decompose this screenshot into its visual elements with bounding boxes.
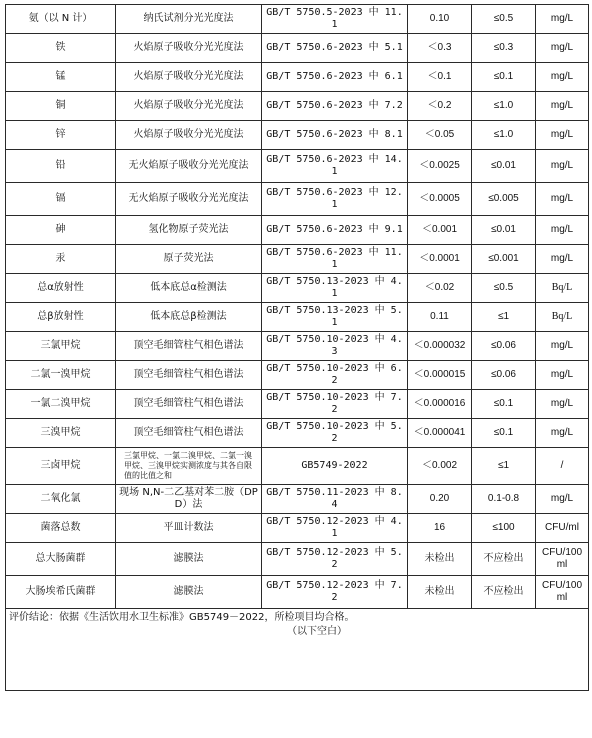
standard-cell: GB/T 5750.6-2023 中 5.1: [262, 34, 408, 63]
result-cell: 未检出: [408, 543, 472, 576]
item-cell: 二氯一溴甲烷: [6, 361, 116, 390]
standard-cell: GB/T 5750.11-2023 中 8.4: [262, 485, 408, 514]
table-row: [6, 543, 589, 576]
standard-cell: GB/T 5750.10-2023 中 4.3: [262, 332, 408, 361]
table-body: [6, 5, 589, 609]
method-cell: 低本底总α检测法: [116, 274, 262, 303]
table-row: [6, 5, 589, 34]
result-cell: ＜0.001: [408, 216, 472, 245]
standard-cell: GB/T 5750.6-2023 中 9.1: [262, 216, 408, 245]
standard-cell: GB/T 5750.12-2023 中 5.2: [262, 543, 408, 576]
result-cell: 0.11: [408, 303, 472, 332]
table-row: [6, 92, 589, 121]
unit-cell: mg/L: [536, 390, 589, 419]
item-cell: 一氯二溴甲烷: [6, 390, 116, 419]
result-cell: 0.20: [408, 485, 472, 514]
item-cell: 总大肠菌群: [6, 543, 116, 576]
result-cell: ＜0.1: [408, 63, 472, 92]
standard-cell: GB/T 5750.13-2023 中 4.1: [262, 274, 408, 303]
unit-cell: mg/L: [536, 183, 589, 216]
method-cell: 氢化物原子荧光法: [116, 216, 262, 245]
standard-cell: GB/T 5750.6-2023 中 11.1: [262, 245, 408, 274]
method-cell: 滤膜法: [116, 576, 262, 609]
unit-cell: mg/L: [536, 150, 589, 183]
method-cell: 低本底总β检测法: [116, 303, 262, 332]
item-cell: 砷: [6, 216, 116, 245]
limit-cell: ≤0.01: [472, 150, 536, 183]
result-cell: ＜0.05: [408, 121, 472, 150]
limit-cell: ≤0.005: [472, 183, 536, 216]
standard-cell: GB/T 5750.6-2023 中 6.1: [262, 63, 408, 92]
limit-cell: ≤0.3: [472, 34, 536, 63]
table-row: [6, 485, 589, 514]
limit-cell: ≤0.1: [472, 419, 536, 448]
limit-cell: ≤0.06: [472, 361, 536, 390]
item-cell: 大肠埃希氏菌群: [6, 576, 116, 609]
table-row: [6, 419, 589, 448]
result-cell: ＜0.000041: [408, 419, 472, 448]
standard-cell: GB/T 5750.10-2023 中 7.2: [262, 390, 408, 419]
result-cell: ＜0.000015: [408, 361, 472, 390]
result-cell: ＜0.002: [408, 448, 472, 485]
table-row: [6, 303, 589, 332]
item-cell: 菌落总数: [6, 514, 116, 543]
table-row: [6, 183, 589, 216]
table-row: [6, 448, 589, 485]
result-cell: ＜0.0001: [408, 245, 472, 274]
result-cell: ＜0.0005: [408, 183, 472, 216]
result-cell: ＜0.000016: [408, 390, 472, 419]
table-row: [6, 34, 589, 63]
item-cell: 三氯甲烷: [6, 332, 116, 361]
method-cell: 三氯甲烷、一氯二溴甲烷、二氯一溴甲烷、三溴甲烷实测浓度与其各自限值的比值之和: [116, 448, 262, 485]
limit-cell: ≤0.5: [472, 5, 536, 34]
table-row: [6, 274, 589, 303]
item-cell: 铁: [6, 34, 116, 63]
table-row: [6, 361, 589, 390]
result-cell: ＜0.0025: [408, 150, 472, 183]
item-cell: 总α放射性: [6, 274, 116, 303]
table-row: [6, 576, 589, 609]
unit-cell: mg/L: [536, 245, 589, 274]
unit-cell: mg/L: [536, 485, 589, 514]
standard-cell: GB/T 5750.10-2023 中 6.2: [262, 361, 408, 390]
method-cell: 顶空毛细管柱气相色谱法: [116, 361, 262, 390]
table-row: [6, 514, 589, 543]
conclusion-text: 评价结论：依据《生活饮用水卫生标准》GB5749－2022，所检项目均合格。: [9, 612, 355, 623]
conclusion-row: [6, 609, 589, 691]
method-cell: 原子荧光法: [116, 245, 262, 274]
method-cell: 顶空毛细管柱气相色谱法: [116, 419, 262, 448]
result-cell: ＜0.2: [408, 92, 472, 121]
item-cell: 铜: [6, 92, 116, 121]
table-row: [6, 390, 589, 419]
item-cell: 镉: [6, 183, 116, 216]
item-cell: 汞: [6, 245, 116, 274]
unit-cell: mg/L: [536, 332, 589, 361]
result-cell: 16: [408, 514, 472, 543]
unit-cell: Bq/L: [536, 274, 589, 303]
standard-cell: GB/T 5750.6-2023 中 8.1: [262, 121, 408, 150]
unit-cell: mg/L: [536, 216, 589, 245]
limit-cell: ≤1.0: [472, 121, 536, 150]
method-cell: 无火焰原子吸收分光光度法: [116, 150, 262, 183]
limit-cell: 不应检出: [472, 576, 536, 609]
conclusion-cell: [6, 609, 589, 691]
limit-cell: ≤0.1: [472, 390, 536, 419]
unit-cell: mg/L: [536, 361, 589, 390]
test-results-table: [5, 4, 589, 691]
limit-cell: ≤0.06: [472, 332, 536, 361]
limit-cell: ≤1: [472, 448, 536, 485]
limit-cell: ≤0.1: [472, 63, 536, 92]
limit-cell: ≤100: [472, 514, 536, 543]
item-cell: 三卤甲烷: [6, 448, 116, 485]
item-cell: 铅: [6, 150, 116, 183]
table-row: [6, 150, 589, 183]
method-cell: 火焰原子吸收分光光度法: [116, 121, 262, 150]
unit-cell: mg/L: [536, 5, 589, 34]
item-cell: 氨（以 N 计）: [6, 5, 116, 34]
table-row: [6, 63, 589, 92]
item-cell: 三溴甲烷: [6, 419, 116, 448]
unit-cell: CFU/ml: [536, 514, 589, 543]
unit-cell: mg/L: [536, 92, 589, 121]
limit-cell: ≤1: [472, 303, 536, 332]
unit-cell: mg/L: [536, 419, 589, 448]
result-cell: ＜0.3: [408, 34, 472, 63]
unit-cell: mg/L: [536, 63, 589, 92]
standard-cell: GB/T 5750.5-2023 中 11.1: [262, 5, 408, 34]
limit-cell: 0.1-0.8: [472, 485, 536, 514]
result-cell: ＜0.02: [408, 274, 472, 303]
limit-cell: ≤1.0: [472, 92, 536, 121]
method-cell: 平皿计数法: [116, 514, 262, 543]
standard-cell: GB/T 5750.6-2023 中 7.2: [262, 92, 408, 121]
standard-cell: GB/T 5750.12-2023 中 7.2: [262, 576, 408, 609]
method-cell: 纳氏试剂分光光度法: [116, 5, 262, 34]
limit-cell: 不应检出: [472, 543, 536, 576]
table-row: [6, 245, 589, 274]
method-cell: 滤膜法: [116, 543, 262, 576]
method-cell: 顶空毛细管柱气相色谱法: [116, 390, 262, 419]
result-cell: ＜0.000032: [408, 332, 472, 361]
result-cell: 未检出: [408, 576, 472, 609]
unit-cell: CFU/100 ml: [536, 543, 589, 576]
limit-cell: ≤0.01: [472, 216, 536, 245]
limit-cell: ≤0.5: [472, 274, 536, 303]
standard-cell: GB/T 5750.6-2023 中 12.1: [262, 183, 408, 216]
method-cell: 顶空毛细管柱气相色谱法: [116, 332, 262, 361]
table-row: [6, 121, 589, 150]
item-cell: 总β放射性: [6, 303, 116, 332]
item-cell: 锰: [6, 63, 116, 92]
method-cell: 火焰原子吸收分光光度法: [116, 92, 262, 121]
standard-cell: GB/T 5750.12-2023 中 4.1: [262, 514, 408, 543]
unit-cell: mg/L: [536, 121, 589, 150]
table-row: [6, 216, 589, 245]
standard-cell: GB/T 5750.10-2023 中 5.2: [262, 419, 408, 448]
item-cell: 二氧化氯: [6, 485, 116, 514]
unit-cell: Bq/L: [536, 303, 589, 332]
item-cell: 锌: [6, 121, 116, 150]
limit-cell: ≤0.001: [472, 245, 536, 274]
method-cell: 无火焰原子吸收分光光度法: [116, 183, 262, 216]
standard-cell: GB5749-2022: [262, 448, 408, 485]
unit-cell: CFU/100 ml: [536, 576, 589, 609]
standard-cell: GB/T 5750.13-2023 中 5.1: [262, 303, 408, 332]
table-row: [6, 332, 589, 361]
unit-cell: mg/L: [536, 34, 589, 63]
result-cell: 0.10: [408, 5, 472, 34]
method-cell: 现场 N,N-二乙基对苯二胺（DPD）法: [116, 485, 262, 514]
unit-cell: /: [536, 448, 589, 485]
standard-cell: GB/T 5750.6-2023 中 14.1: [262, 150, 408, 183]
method-cell: 火焰原子吸收分光光度法: [116, 63, 262, 92]
method-cell: 火焰原子吸收分光光度法: [116, 34, 262, 63]
blank-below-note: （以下空白）: [287, 626, 347, 637]
